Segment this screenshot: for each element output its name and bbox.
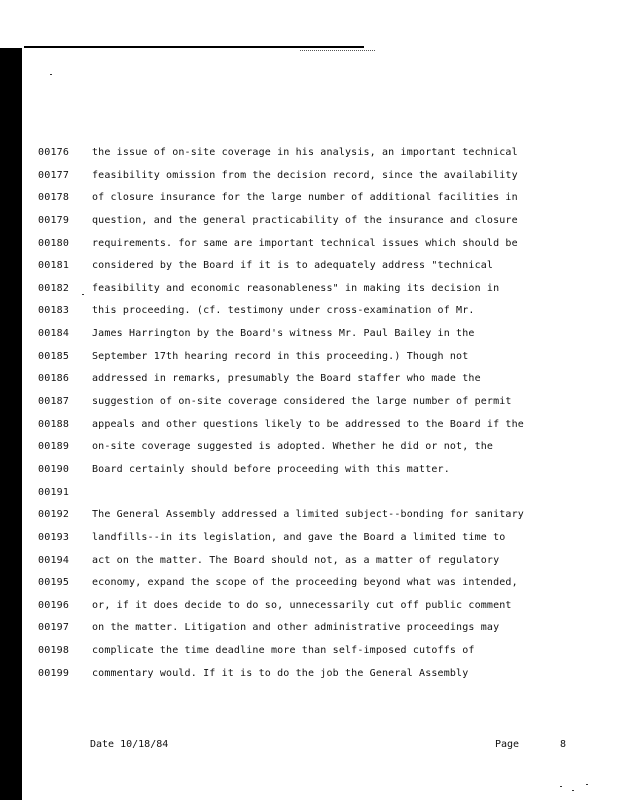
transcript-body <box>38 144 598 687</box>
line-text: on-site coverage suggested is adopted. Whether he did or not, the <box>92 441 494 453</box>
line-number: 00181 <box>38 260 70 272</box>
transcript-line <box>38 574 598 597</box>
footer-page-number: 8 <box>560 739 567 750</box>
line-number: 00196 <box>38 599 70 611</box>
line-text: complicate the time deadline more than self-imposed cutoffs of <box>92 645 475 657</box>
transcript-line <box>38 642 598 665</box>
transcript-line <box>38 665 598 688</box>
transcript-line <box>38 325 598 348</box>
transcript-line <box>38 144 598 167</box>
line-text: landfills--in its legislation, and gave the Board a limited time to <box>92 531 506 543</box>
line-number: 00199 <box>38 667 70 679</box>
line-text: September 17th hearing record in this proceeding.) Though not <box>92 350 469 362</box>
line-number: 00192 <box>38 509 70 521</box>
transcript-line <box>38 302 598 325</box>
line-text: act on the matter. The Board should not, as a matter of regulatory <box>92 554 500 566</box>
transcript-line <box>38 619 598 642</box>
line-text: question, and the general practicability of the insurance and closure <box>92 214 518 226</box>
transcript-line <box>38 167 598 190</box>
footer-page-label: Page <box>495 739 520 750</box>
line-number: 00195 <box>38 577 70 589</box>
line-text: requirements. for same are important technical issues which should be <box>92 237 518 249</box>
transcript-line <box>38 257 598 280</box>
line-number: 00183 <box>38 305 70 317</box>
line-text: appeals and other questions likely to be addressed to the Board if the <box>92 418 524 430</box>
line-text: on the matter. Litigation and other administrative proceedings may <box>92 622 500 634</box>
transcript-line <box>38 235 598 258</box>
scan-speck <box>572 790 574 791</box>
transcript-line <box>38 393 598 416</box>
line-number: 00187 <box>38 396 70 408</box>
scan-speck <box>560 786 562 787</box>
line-text: feasibility omission from the decision record, since the availability <box>92 169 518 181</box>
line-text: feasibility and economic reasonableness" in making its decision in <box>92 282 500 294</box>
line-number: 00185 <box>38 350 70 362</box>
line-number: 00182 <box>38 282 70 294</box>
line-text: economy, expand the scope of the proceeding beyond what was intended, <box>92 577 518 589</box>
line-text: or, if it does decide to do so, unnecessarily cut off public comment <box>92 599 512 611</box>
line-number: 00186 <box>38 373 70 385</box>
line-text: James Harrington by the Board's witness Mr. Paul Bailey in the <box>92 328 475 340</box>
line-number: 00178 <box>38 192 70 204</box>
line-number: 00189 <box>38 441 70 453</box>
line-text: of closure insurance for the large number of additional facilities in <box>92 192 518 204</box>
transcript-line <box>38 552 598 575</box>
transcript-line <box>38 416 598 439</box>
line-number: 00177 <box>38 169 70 181</box>
transcript-line <box>38 348 598 371</box>
line-number: 00180 <box>38 237 70 249</box>
line-text: this proceeding. (cf. testimony under cross-examination of Mr. <box>92 305 475 317</box>
top-rule <box>24 46 364 48</box>
scan-edge-bar <box>0 48 22 800</box>
line-text: The General Assembly addressed a limited subject--bonding for sanitary <box>92 509 524 521</box>
transcript-line <box>38 280 598 303</box>
transcript-line <box>38 370 598 393</box>
line-text: addressed in remarks, presumably the Board staffer who made the <box>92 373 481 385</box>
transcript-line <box>38 484 598 507</box>
line-number: 00190 <box>38 463 70 475</box>
line-number: 00176 <box>38 147 70 158</box>
transcript-line <box>38 529 598 552</box>
line-number: 00193 <box>38 531 70 543</box>
scan-speck <box>50 74 52 75</box>
footer-date: Date 10/18/84 <box>90 739 169 750</box>
line-number: 00184 <box>38 328 70 340</box>
line-number: 00194 <box>38 554 70 566</box>
line-number: 00191 <box>38 486 70 498</box>
line-text: Board certainly should before proceeding with this matter. <box>92 463 450 475</box>
top-rule-tail <box>300 50 375 52</box>
transcript-line <box>38 438 598 461</box>
line-number: 00197 <box>38 622 70 634</box>
transcript-line <box>38 597 598 620</box>
line-number: 00179 <box>38 214 70 226</box>
line-text: the issue of on-site coverage in his analysis, an important technical <box>92 147 518 158</box>
line-text: suggestion of on-site coverage considered the large number of permit <box>92 396 512 408</box>
transcript-line <box>38 461 598 484</box>
line-text: considered by the Board if it is to adequately address "technical <box>92 260 494 272</box>
scan-speck <box>586 784 588 785</box>
transcript-line <box>38 189 598 212</box>
transcript-line <box>38 212 598 235</box>
line-number: 00198 <box>38 645 70 657</box>
line-text: commentary would. If it is to do the job the General Assembly <box>92 667 469 679</box>
line-number: 00188 <box>38 418 70 430</box>
transcript-line <box>38 506 598 529</box>
